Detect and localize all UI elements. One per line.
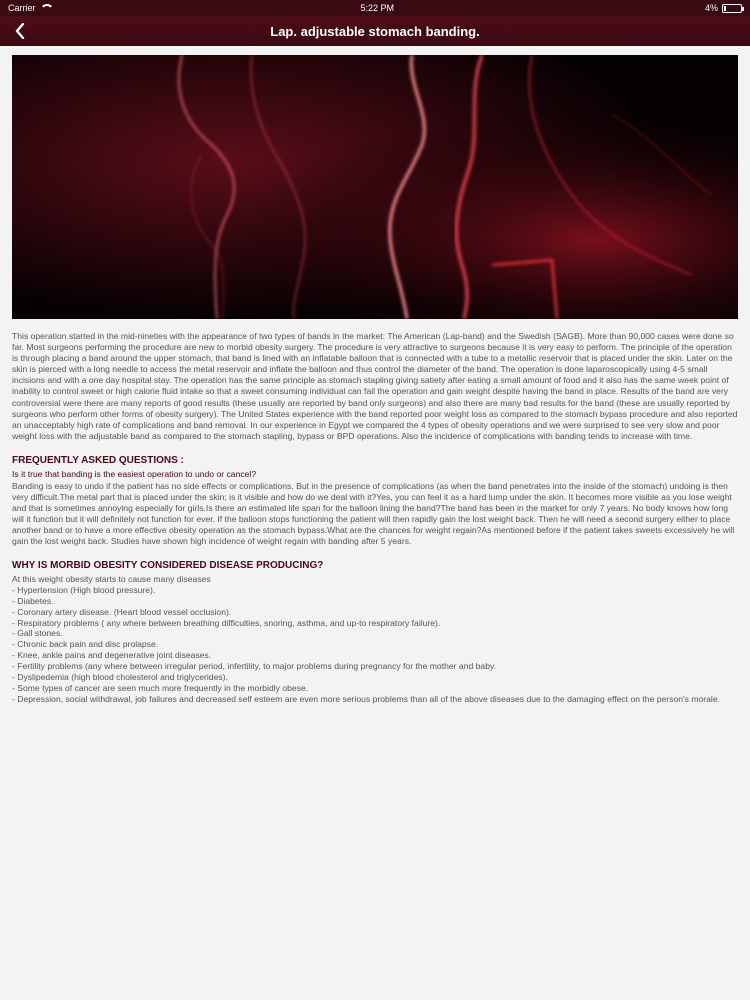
battery-icon [722, 4, 742, 13]
status-time: 5:22 PM [360, 3, 395, 13]
battery-percent: 4% [704, 3, 718, 13]
list-item: - Dyslipedemia (high blood cholesterol and triglycerides). [12, 672, 738, 683]
list-item: - Coronary artery disease. (Heart blood vessel occlusion). [12, 607, 738, 618]
disease-heading: WHY IS MORBID OBESITY CONSIDERED DISEASE PRODUCING? [12, 559, 324, 571]
list-item: - Gall stones. [12, 628, 738, 639]
chevron-left-icon [15, 23, 25, 39]
list-item: - Knee, ankle pains and degenerative joint diseases. [12, 650, 738, 661]
status-right [705, 3, 742, 13]
hero-image [12, 55, 738, 319]
carrier-label: Carrier [8, 3, 36, 13]
list-item: - Some types of cancer are seen much more frequently in the morbidly obese. [12, 683, 738, 694]
faq-question: Is it true that banding is the easiest operation to undo or cancel? [12, 468, 257, 479]
back-button[interactable] [10, 21, 30, 41]
faq-heading: FREQUENTLY ASKED QUESTIONS : [12, 454, 184, 466]
navigation-bar [0, 16, 750, 46]
list-item: - Fertility problems (any where between irregular period, infertility, to major problems during pregnancy for the mother and baby. [12, 661, 738, 672]
status-bar [0, 0, 750, 16]
list-item: - Depression, social withdrawal, job failures and decreased self esteem are even more serious problems than all of the above diseases due to the damaging effect on the person's morale. [12, 694, 738, 705]
wifi-icon [40, 4, 50, 12]
list-item: - Chronic back pain and disc prolapse. [12, 639, 738, 650]
article-content [0, 46, 750, 714]
intro-paragraph: This operation started in the mid-nineties with the appearance of two types of bands in the market: The American (Lap-band) and the Swedish (SAGB). More than 90,000 cases were done so far. Most surgeons performing the procedure are new to morbid obesity surgery. The procedure is very attractive to surgeons because it is very easy to perform. The principle of the operation is through placing a band around the upper stomach, that band is lined with an inflatable balloon that is connected with a tube to a metallic reservoir that is placed under the skin. Later on the skin is pierced with a long needle to access the metal reservoir and inflate the balloon and thus control the diameter of the band. The operation is done laparoscopically using 4-5 small incisions and with a one day hospital stay. The operation has the same principle as stomach stapling giving satiety after eating a small amount of food and it also has the same week point of inability to control sweet or high calorie fluid intake so that a sweet consuming individual can fail the operation and gain weight despite having the band in place. Results of the band are very controversial were there are many reports of good results (these usually are reported by band only surgeons) and also there are many bad results for the band (these are usually reported by surgeons who perform other forms of obesity surgery). The United States experience with the band reported poor weight loss as compared to the stomach bypass procedure and also reported an unacceptably high rate of complications and band removal. In our experience in Egypt we compared the 4 types of obesity operations and we were surprised to see very slow and poor weight loss with the adjustable band as compared to the stomach stapling, bypass or BPD operations. Also the incidence of complications with banding tends to increase with time. [12, 331, 738, 441]
page-title: Lap. adjustable stomach banding. [270, 23, 480, 39]
disease-lead: At this weight obesity starts to cause many diseases [12, 573, 211, 584]
list-item: - Respiratory problems ( any where between breathing difficulties, snoring, asthma, and up-to respiratory failure). [12, 618, 738, 629]
silhouette-image [12, 55, 738, 319]
list-item: - Hypertension (High blood pressure). [12, 585, 738, 596]
faq-answer: Banding is easy to undo if the patient has no side effects or complications. But in the presence of complications (as when the band penetrates into the inside of the stomach) undoing is then very difficult.The metal part that is placed under the skin; is it visible and how do we deal with it?Yes, you can feel it as a hard lump under the skin. It becomes more visible as you lose weight and that is sometimes annoying especially for girls.Is there an estimated life span for the balloon lining the band?The band has been in the market for only 7 years. No body knows how long will it function but it will definitely not function for ever. If the balloon stops functioning the patient will then rapidly gain the lost weight back. Then he will need a second surgery either to place another band or to have a more effective obesity operation as the stomach bypass.What are the chances for weight regain?As mentioned before if the patient takes sweets excessively he will gain the lost weight back. Studies have shown high incidence of weight regain with banding after 5 years. [12, 480, 735, 546]
status-left [8, 3, 50, 13]
disease-list [12, 585, 738, 705]
list-item: - Diabetes. [12, 596, 738, 607]
